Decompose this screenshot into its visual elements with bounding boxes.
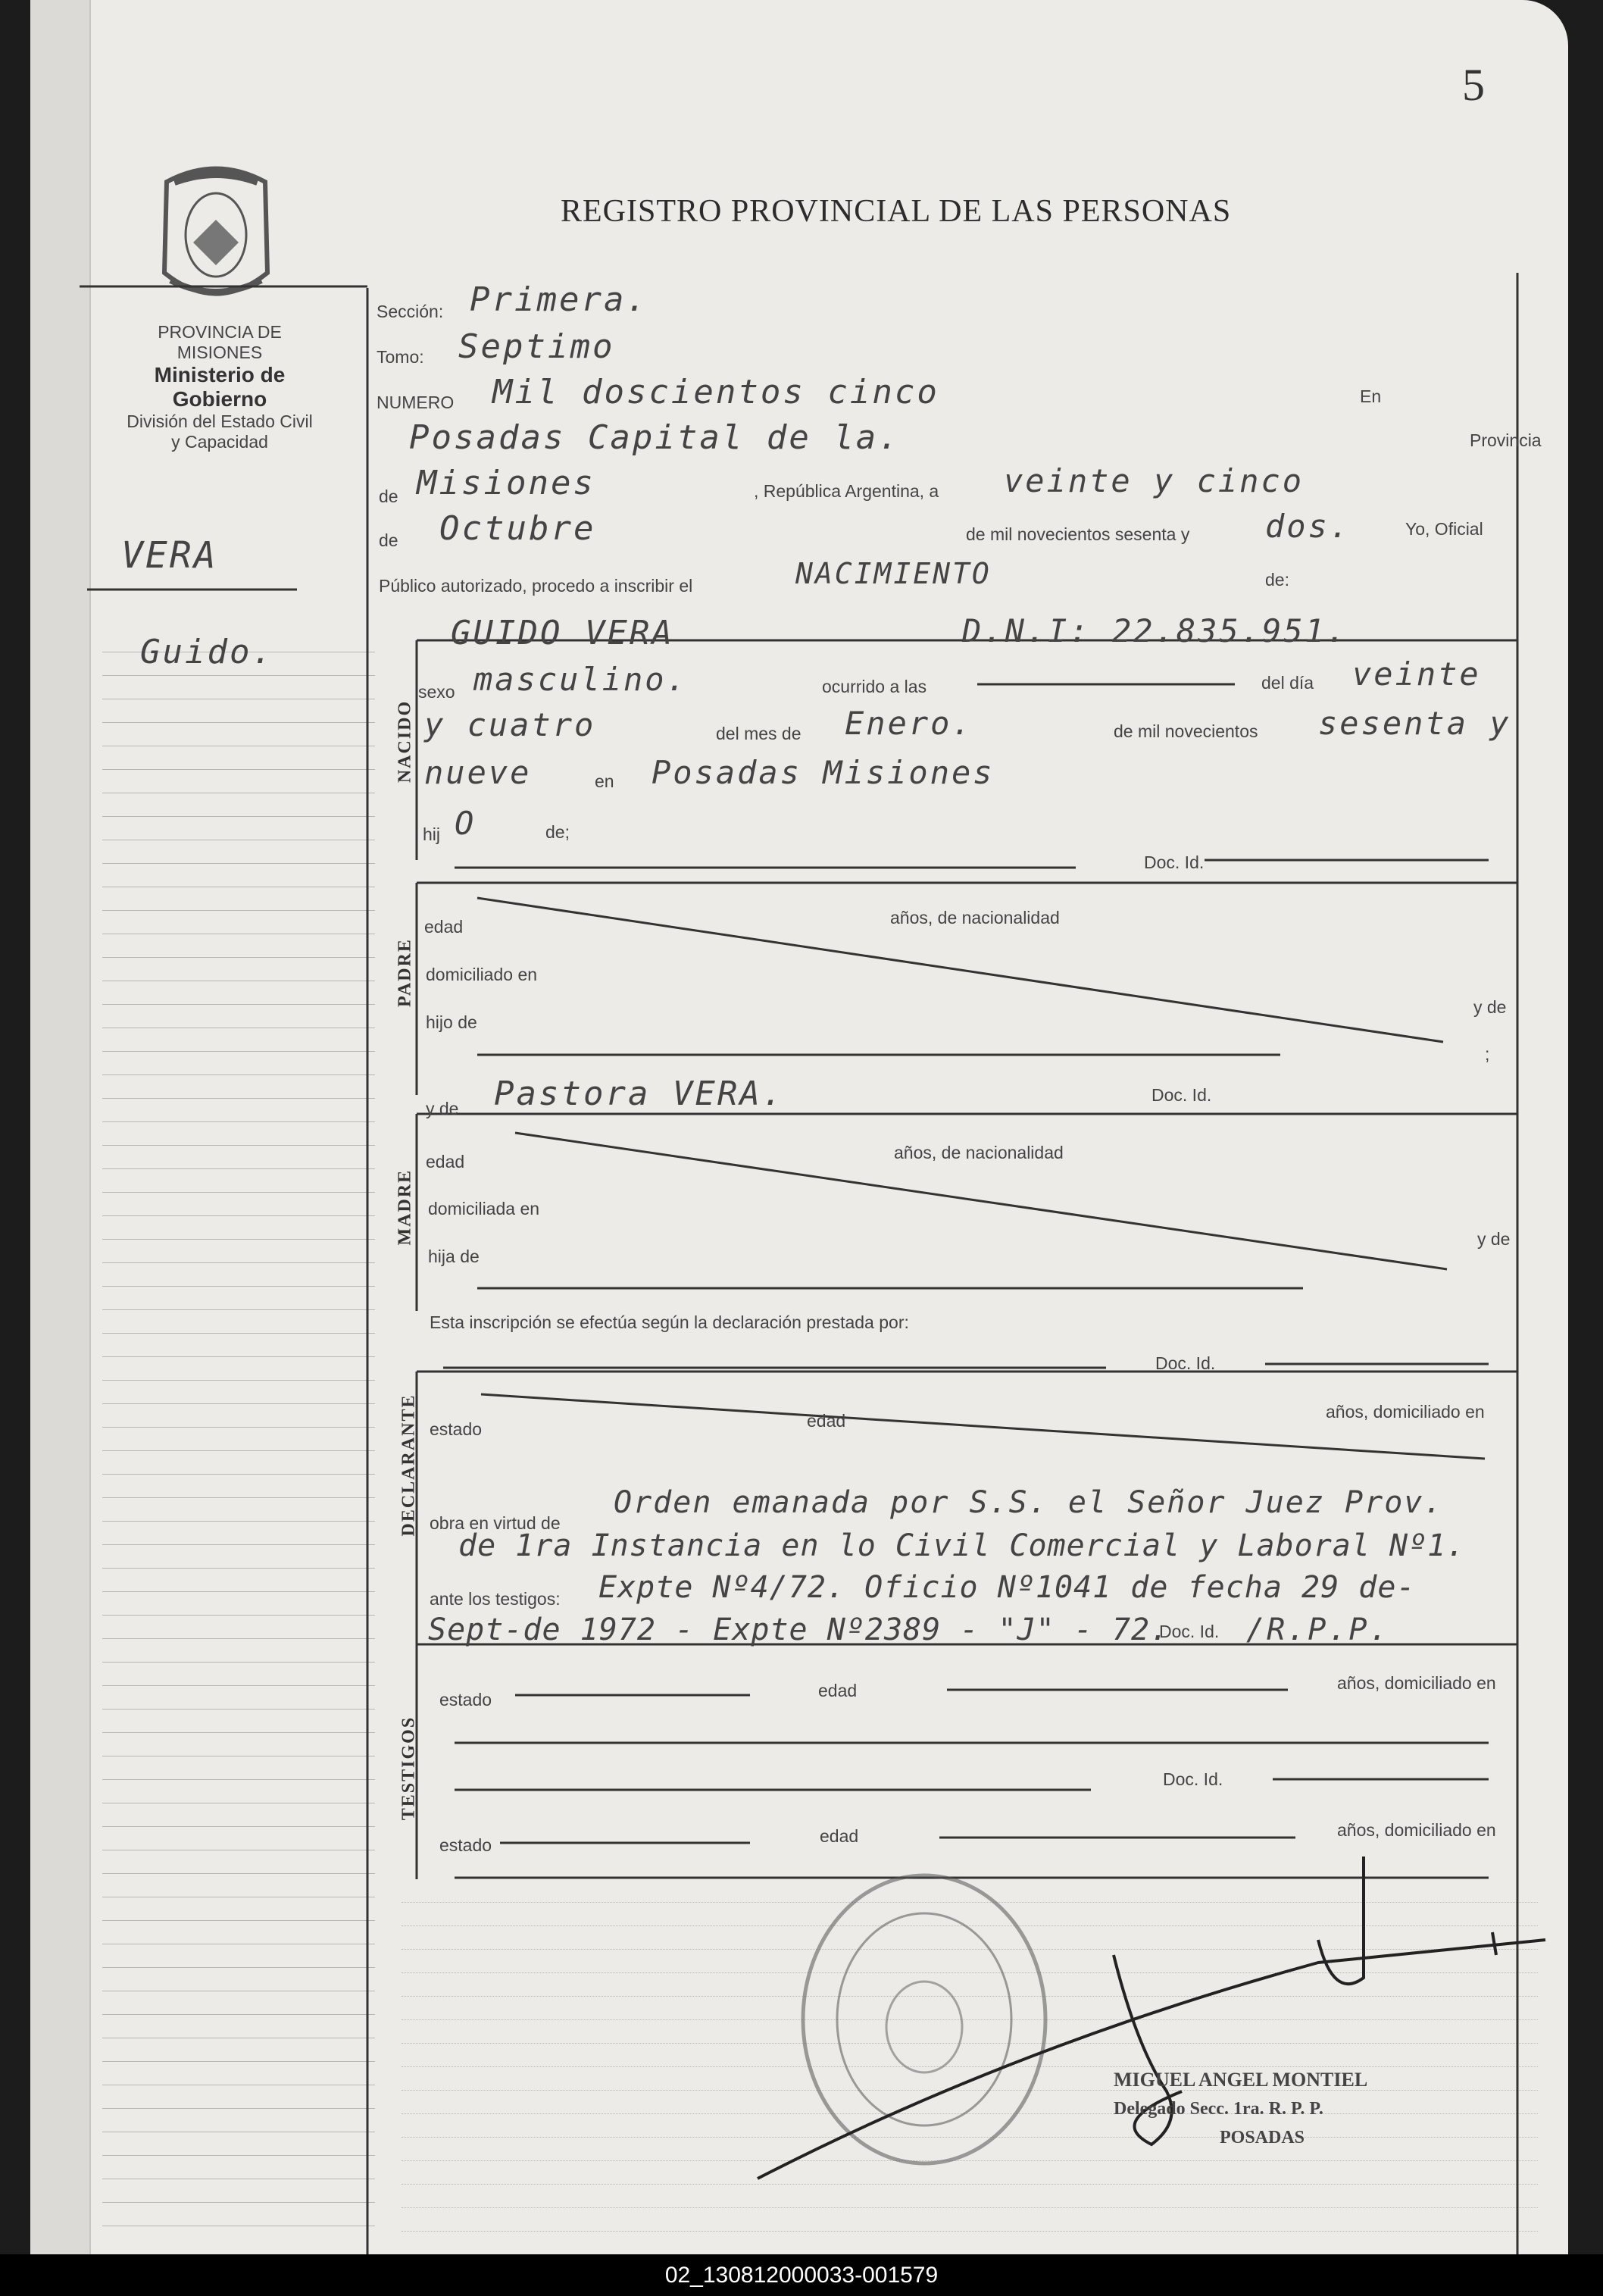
- testigo1-estado-label: estado: [439, 1690, 492, 1709]
- ante-label: ante los testigos:: [430, 1589, 561, 1609]
- padre-y-de-label: y de: [1473, 997, 1507, 1017]
- obra-value-1: Orden emanada por S.S. el Señor Juez Prov.: [614, 1485, 1444, 1520]
- madre-label: MADRE: [395, 1168, 415, 1246]
- acto-value: NACIMIENTO: [795, 557, 992, 590]
- obra-label: obra en virtud de: [430, 1513, 561, 1533]
- fecha-value: veinte y cinco: [1004, 462, 1305, 499]
- doc-id-label-2: Doc. Id.: [1151, 1085, 1212, 1105]
- madre-y-de-2-label: y de: [1477, 1229, 1511, 1249]
- seccion-label: Sección:: [377, 302, 444, 321]
- padre-dom-label: domiciliado en: [426, 965, 538, 984]
- testigo1-edad-label: edad: [818, 1681, 858, 1700]
- en2-label: en: [595, 771, 614, 791]
- declarante-edad-label: edad: [807, 1411, 846, 1431]
- numero-label: NUMERO: [377, 393, 455, 412]
- testigo1-dom-label: años, domiciliado en: [1337, 1673, 1496, 1693]
- del-mes-label: del mes de: [716, 724, 802, 743]
- de-mil-label: de mil novecientos sesenta y: [966, 524, 1190, 544]
- padre-hijo-label: hijo de: [426, 1012, 477, 1032]
- declarante-estado-label: estado: [430, 1419, 483, 1439]
- register-page: [30, 0, 1568, 2254]
- margin-surname: VERA: [121, 534, 218, 577]
- doc-id-label-3: Doc. Id.: [1155, 1353, 1216, 1373]
- testigo2-dom-label: años, domiciliado en: [1337, 1820, 1496, 1840]
- delegate-city: POSADAS: [1220, 2128, 1305, 2147]
- del-dia-label: del día: [1261, 673, 1314, 693]
- anio-value: dos.: [1265, 508, 1351, 545]
- division-header: División del Estado Civil: [127, 411, 313, 431]
- sexo-label: sexo: [418, 682, 455, 702]
- ministry-header: Ministerio de Gobierno: [154, 363, 286, 411]
- document-title: REGISTRO PROVINCIAL DE LAS PERSONAS: [561, 194, 1232, 229]
- declarante-label: DECLARANTE: [398, 1394, 419, 1537]
- provincia-value: Misiones: [417, 464, 595, 502]
- de2-label: de;: [545, 822, 570, 842]
- footer-identifier: 02_130812000033-001579: [0, 2254, 1603, 2296]
- obra-value-2: de 1ra Instancia en lo Civil Comercial y Laboral Nº1.: [458, 1528, 1466, 1563]
- mes-value: Octubre: [439, 509, 596, 548]
- de-label-2: de: [379, 530, 398, 550]
- tomo-label: Tomo:: [377, 347, 424, 367]
- madre-nac-label: años, de nacionalidad: [894, 1143, 1064, 1162]
- padre-semicolon: ;: [1485, 1044, 1490, 1064]
- page-number: 5: [1462, 60, 1485, 110]
- doc-id-label-5: Doc. Id.: [1163, 1769, 1223, 1789]
- de-mil2-label: de mil novecientos: [1114, 721, 1258, 741]
- declarante-dom-label: años, domiciliado en: [1326, 1402, 1485, 1422]
- nombre-value: GUIDO VERA: [451, 614, 674, 652]
- testigos-label: TESTIGOS: [398, 1716, 419, 1821]
- testigo2-edad-label: edad: [820, 1826, 859, 1846]
- en-label: En: [1360, 386, 1382, 406]
- madre-y-de-label: y de: [426, 1099, 459, 1118]
- padre-label: PADRE: [395, 938, 415, 1007]
- margin-given-name: Guido.: [140, 633, 274, 671]
- lugar-value: Posadas Capital de la.: [409, 418, 901, 457]
- anio-nac-value: sesenta y: [1318, 705, 1511, 742]
- division-header-2: y Capacidad: [171, 432, 268, 452]
- dia-value-2: y cuatro: [424, 706, 596, 743]
- padre-edad-label: edad: [424, 917, 464, 937]
- yo-oficial-label: Yo, Oficial: [1405, 519, 1483, 539]
- padre-nac-label: años, de nacionalidad: [890, 908, 1060, 927]
- madre-value: Pastora VERA.: [494, 1074, 785, 1113]
- nacido-label: NACIDO: [395, 699, 415, 784]
- madre-dom-label: domiciliada en: [428, 1199, 540, 1218]
- delegate-name: MIGUEL ANGEL MONTIEL: [1114, 2069, 1368, 2091]
- de-colon-label: de:: [1265, 570, 1289, 590]
- de-label: de: [379, 486, 398, 506]
- declaracion-label: Esta inscripción se efectúa según la declaración prestada por:: [430, 1312, 909, 1332]
- doc-id-label-1: Doc. Id.: [1144, 852, 1205, 872]
- testigo2-estado-label: estado: [439, 1835, 492, 1855]
- mes-nac-value: Enero.: [845, 705, 973, 742]
- obra-value-4: Sept-de 1972 - Expte Nº2389 - "J" - 72.: [428, 1613, 1170, 1647]
- madre-hija-label: hija de: [428, 1247, 480, 1266]
- obra-value-3: Expte Nº4/72. Oficio Nº1041 de fecha 29 de-: [598, 1570, 1416, 1605]
- republica-label: , República Argentina, a: [754, 481, 939, 501]
- province-header: PROVINCIA DE MISIONES: [158, 322, 282, 362]
- tomo-value: Septimo: [458, 327, 615, 366]
- anio-nac-value-2: nueve: [424, 754, 532, 791]
- delegate-title: Delegado Secc. 1ra. R. P. P.: [1114, 2099, 1323, 2119]
- dia-value: veinte: [1352, 655, 1481, 693]
- publico-label: Público autorizado, procedo a inscribir el: [379, 576, 693, 596]
- dni-value: D.N.I: 22.835.951.: [962, 612, 1348, 649]
- doc-id-label-4: Doc. Id.: [1159, 1622, 1220, 1641]
- madre-edad-label: edad: [426, 1152, 465, 1171]
- seccion-value: Primera.: [470, 280, 648, 319]
- ocurrido-label: ocurrido a las: [822, 677, 927, 696]
- provincia-label: Provincia: [1470, 430, 1542, 450]
- sexo-value: masculino.: [473, 661, 688, 698]
- numero-value: Mil doscientos cinco: [492, 373, 939, 411]
- obra-value-5: /R.P.P.: [1246, 1613, 1390, 1647]
- lugar-nac-value: Posadas Misiones: [652, 754, 995, 791]
- hijo-value: O: [455, 805, 477, 842]
- hij-label: hij: [423, 824, 441, 844]
